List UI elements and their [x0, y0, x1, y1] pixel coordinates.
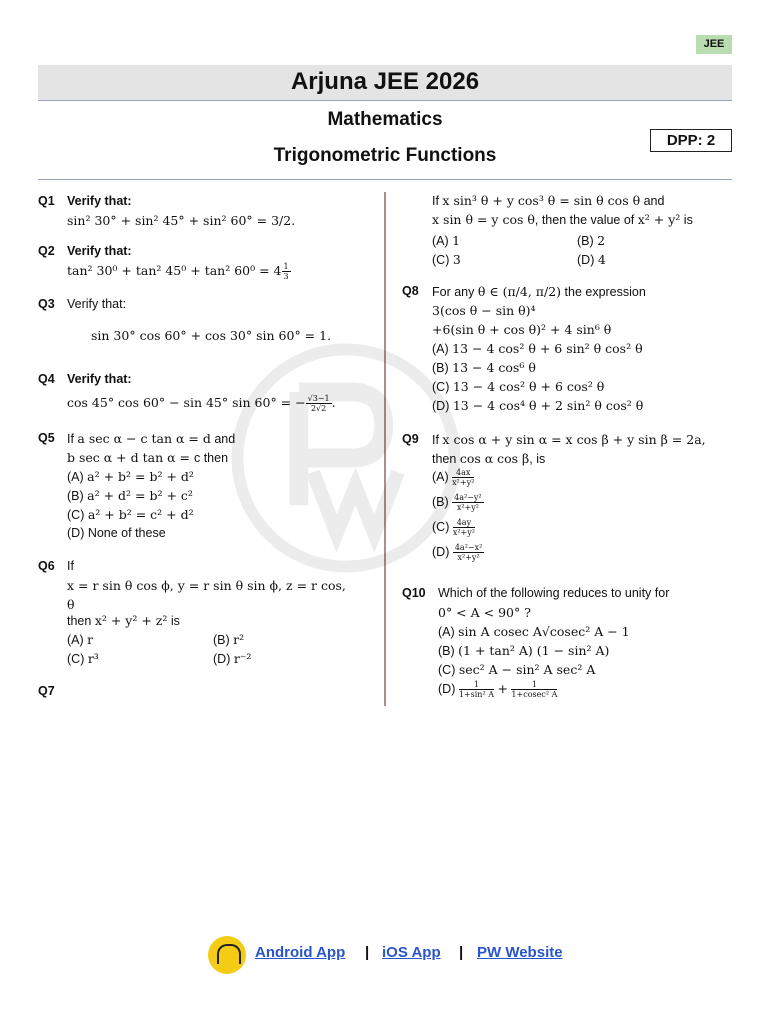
question-7: If x sin³ θ + y cos³ θ = sin θ cos θ and x sin θ = y cos θ, then the value of x² + y² is (A) 1 (B) 2 (C) 3 (D) 4	[432, 191, 732, 269]
dpp-box: DPP: 2	[650, 129, 732, 152]
question-number: Q3	[38, 297, 55, 311]
question-head: Verify that:	[67, 297, 127, 311]
topic-title: Trigonometric Functions	[273, 145, 497, 166]
question-head: Verify that:	[67, 372, 132, 386]
option-c: (C) 3	[432, 252, 461, 267]
question-10: Which of the following reduces to unity for 0° < A < 90° ? (A) sin A cosec A√cosec² A − 1 (B) (1 + tan² A) (1 − sin² A) (C) sec² A − sin² A sec² A (D) $\frac{1}{\text{1+sin² A}}$ + $\frac{1}{\text{1+cosec² A}}$	[438, 584, 732, 705]
question-9: If x cos α + y sin α = x cos β + y sin β = 2a, then cos α cos β, is (A) $\frac{4ax}{\text{x²+y²}}$ (B) $\frac{\text{4a²−y²}}{\text{x²+y²}}$ (C) $\frac{4ay}{\text{x²+y²}}$ (D) $\frac{\text{4a²−x²}}{\text{x²+y²}}$	[432, 430, 732, 568]
option-b: (B) 2	[577, 233, 606, 248]
header-rule	[38, 179, 732, 180]
page-title: Arjuna JEE 2026	[290, 68, 480, 95]
option-d: (D) $\frac{1}{\text{1+sin² A}}$ + $\frac{1}{\text{1+cosec² A}}$	[438, 680, 558, 700]
fraction: $\frac{1}{3}$	[283, 262, 289, 282]
option-b: (B) r²	[213, 632, 245, 647]
option-c: (C) a² + b² = c² + d²	[67, 507, 194, 522]
option-a: (A) 13 − 4 cos² θ + 6 sin² θ cos² θ	[432, 341, 643, 356]
question-number: Q9	[402, 432, 419, 446]
question-number: Q4	[38, 372, 55, 386]
option-d: (D) None of these	[67, 526, 166, 540]
question-6: If x = r sin θ cos ϕ, y = r sin θ sin ϕ, z = r cos, θ then x² + y² + z² is (A) r (B) r² (C) r³ (D) r⁻²	[67, 557, 367, 668]
question-head: Verify that:	[67, 194, 132, 208]
question-2	[67, 242, 291, 280]
android-app-link[interactable]: Android App	[255, 944, 346, 961]
ios-app-link[interactable]: iOS App	[382, 944, 441, 961]
question-number: Q5	[38, 431, 55, 445]
question-number: Q6	[38, 559, 55, 573]
option-b: (B) a² + d² = b² + c²	[67, 488, 193, 503]
question-number: Q10	[402, 586, 426, 600]
footer-separator: |	[365, 944, 370, 961]
question-4: Verify that: cos 45° cos 60° − sin 45° sin 60° = − $\frac{√3-1}{2√2}$ .	[67, 372, 336, 414]
pw-website-link[interactable]: PW Website	[477, 944, 563, 961]
option-d: (D) 4	[577, 252, 606, 267]
subject-title: Mathematics	[327, 109, 443, 130]
option-a: (A) sin A cosec A√cosec² A − 1	[438, 624, 630, 639]
option-a: (A) r	[67, 632, 94, 647]
option-a: (A) a² + b² = b² + d²	[67, 469, 194, 484]
option-b: (B) (1 + tan² A) (1 − sin² A)	[438, 643, 610, 658]
question-number: Q7	[38, 684, 55, 698]
question-3	[67, 295, 331, 345]
option-c: (C) 13 − 4 cos² θ + 6 cos² θ	[432, 379, 605, 394]
option-c: (C) r³	[67, 651, 99, 666]
question-5: If a sec α − c tan α = d and b sec α + d tan α = c then (A) a² + b² = b² + d² (B) a² + d² = b² + c² (C) a² + b² = c² + d² (D) None of these	[67, 429, 235, 543]
question-number: Q1	[38, 194, 55, 208]
option-b: (B) $\frac{\text{4a²−y²}}{\text{x²+y²}}$	[432, 493, 482, 513]
question-expression: sin 30° cos 60° + cos 30° sin 60° = 1.	[91, 328, 332, 343]
option-d: (D) $\frac{\text{4a²−x²}}{\text{x²+y²}}$	[432, 543, 483, 563]
question-number: Q2	[38, 244, 55, 258]
question-1	[67, 192, 295, 230]
question-number: Q8	[402, 284, 419, 298]
option-d: (D) 13 − 4 cos⁴ θ + 2 sin² θ cos² θ	[432, 398, 644, 413]
option-a: (A) 1	[432, 233, 461, 248]
option-c: (C) sec² A − sin² A sec² A	[438, 662, 596, 677]
question-expression: sin² 30° + sin² 45° + sin² 60° = 3/2.	[67, 213, 296, 228]
title-bar	[38, 65, 732, 101]
customer-service-icon	[208, 936, 246, 974]
question-expression: tan² 30⁰ + tan² 45⁰ + tan² 60⁰ = 4	[67, 263, 282, 278]
question-expression: cos 45° cos 60° − sin 45° sin 60° = −	[67, 395, 306, 410]
option-d: (D) r⁻²	[213, 651, 252, 666]
option-c: (C) $\frac{4ay}{\text{x²+y²}}$	[432, 518, 475, 538]
fraction: $\frac{√3-1}{2√2}$	[307, 394, 330, 414]
question-8: For any θ ∈ (π/4, π/2) the expression 3(cos θ − sin θ)⁴ +6(sin θ + cos θ)² + 4 sin⁶ θ (A) 13 − 4 cos² θ + 6 sin² θ cos² θ (B) 13 − 4 cos⁶ θ (C) 13 − 4 cos² θ + 6 cos² θ (D) 13 − 4 cos⁴ θ + 2 sin² θ cos² θ	[432, 282, 732, 415]
option-b: (B) 13 − 4 cos⁶ θ	[432, 360, 536, 375]
exam-badge: JEE	[696, 35, 732, 54]
footer-separator: |	[459, 944, 464, 961]
option-a: (A) $\frac{4ax}{\text{x²+y²}}$	[432, 468, 475, 488]
question-head: Verify that:	[67, 244, 132, 258]
